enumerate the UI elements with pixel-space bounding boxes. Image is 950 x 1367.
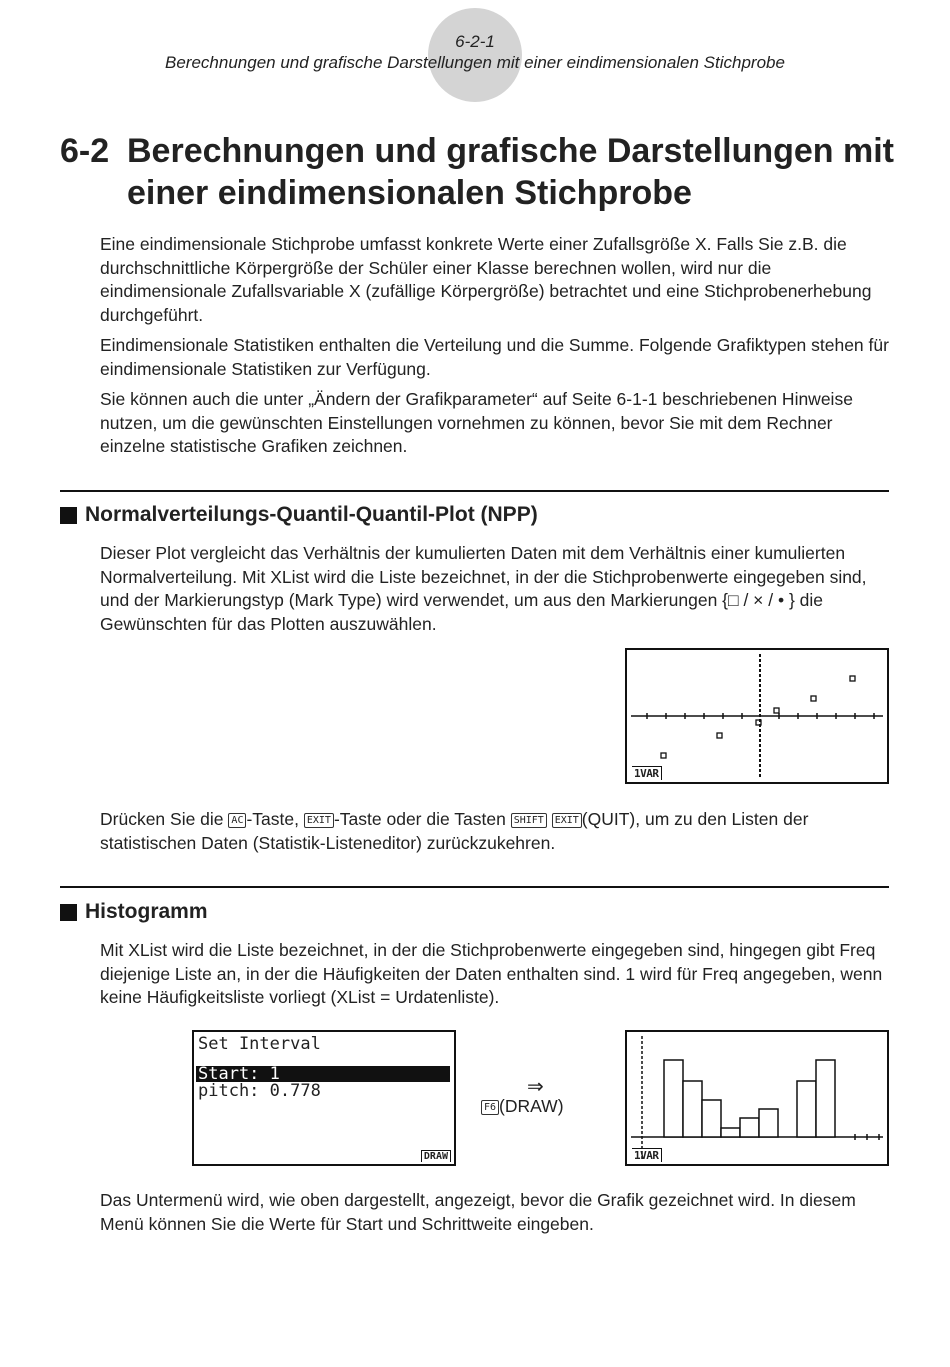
text-fragment: -Taste,: [246, 809, 299, 829]
start-field[interactable]: Start: 1: [196, 1066, 450, 1082]
npp-1var-label: 1VAR: [632, 766, 662, 780]
running-title: Berechnungen und grafische Darstellungen mit einer eindimensionalen Stichprobe: [165, 53, 785, 72]
histogram-bar: [740, 1118, 759, 1137]
histogram-footer-text: Das Untermenü wird, wie oben dargestellt, angezeigt, bevor die Grafik gezeichnet wird. In diesem Menü können Sie die Werte für Start und Schrittweite eingeben.: [100, 1190, 856, 1234]
npp-heading-text: Normalverteilungs-Quantil-Quantil-Plot (NPP): [85, 503, 538, 526]
intro-paragraph-2: Eindimensionale Statistiken enthalten die Verteilung und die Summe. Folgende Grafiktypen stehen für eindimensionale Statistiken zur Verfügung.: [100, 335, 889, 379]
histogram-screen: [625, 1030, 889, 1166]
histogram-bars: [664, 1060, 835, 1137]
f6-draw-instruction: [481, 1096, 564, 1117]
section-bullet-icon: [60, 904, 77, 921]
npp-plot-screen: [625, 648, 889, 784]
npp-description: Dieser Plot vergleicht das Verhältnis der kumulierten Daten mit dem Verhältnis einer kumulierten Normalverteilung. Mit XList wird die Liste bezeichnet, in der die Stichprobenwerte eingegeben sind, und der Markierungstyp (Mark Type) wird verwendet, um aus den Markierungen {□ / × / • } die Gewünschten für das Plotten auszuwählen.: [100, 543, 867, 634]
page-number: 6-2-1: [455, 32, 495, 51]
plot-point: [717, 733, 722, 738]
exit-key-icon: EXIT: [304, 813, 334, 828]
plot-point: [661, 753, 666, 758]
histogram-bar: [721, 1128, 740, 1137]
npp-return-text: [100, 808, 890, 855]
pitch-field[interactable]: pitch: 0.778: [198, 1081, 321, 1101]
histogram-bar: [683, 1081, 702, 1137]
histogram-bar: [816, 1060, 835, 1137]
text-fragment: Drücken Sie die: [100, 809, 224, 829]
ac-key-icon: AC: [228, 813, 246, 828]
intro-paragraph-3: Sie können auch die unter „Ändern der Grafikparameter“ auf Seite 6-1-1 beschriebenen Hinweise nutzen, um die gewünschten Einstellungen vornehmen zu können, bevor Sie mit dem Rechner einzelne statistische Grafiken zeichnen.: [100, 389, 853, 456]
draw-label: (DRAW): [499, 1096, 564, 1116]
shift-key-icon: SHIFT: [511, 813, 547, 828]
draw-menu-key[interactable]: DRAW: [421, 1150, 451, 1162]
histogram-1var-label: 1VAR: [632, 1148, 662, 1162]
plot-point: [811, 696, 816, 701]
npp-heading: [60, 503, 538, 527]
section-divider: [60, 886, 889, 888]
menu-title: Set Interval: [198, 1034, 321, 1054]
histogram-plot: [627, 1032, 887, 1164]
histogram-bar: [702, 1100, 721, 1137]
exit-key-icon: EXIT: [552, 813, 582, 828]
histogram-description: Mit XList wird die Liste bezeichnet, in der die Stichprobenwerte eingegeben sind, hingegen gibt Freq diejenige Liste an, in der die Häufigkeiten der Daten enthalten sind. 1 wird für Freq angegeben, wenn keine Häufigkeitsliste vorliegt (XList = Urdatenliste).: [100, 940, 883, 1007]
histogram-bar: [759, 1109, 778, 1137]
npp-plot: [627, 650, 887, 782]
plot-point: [850, 676, 855, 681]
histogram-bar: [664, 1060, 683, 1137]
f6-key-icon: F6: [481, 1100, 499, 1115]
intro-paragraph-1: Eine eindimensionale Stichprobe umfasst konkrete Werte einer Zufallsgröße X. Falls Sie z.B. die durchschnittliche Körpergröße der Schüler einer Klasse berechnen wollen, wird nur die eindimensionale Zufallsvariable X (zufällige Körpergröße) betrachtet und eine Stichprobenerhebung durchgeführt.: [100, 234, 872, 325]
histogram-bar: [797, 1081, 816, 1137]
plot-point: [774, 708, 779, 713]
histogram-heading-text: Histogramm: [85, 900, 208, 923]
histogram-heading: [60, 900, 208, 924]
text-fragment: -Taste oder die Tasten: [333, 809, 506, 829]
set-interval-screen: [192, 1030, 456, 1166]
arrow-icon: ⇒: [527, 1076, 544, 1098]
section-divider: [60, 490, 889, 492]
chapter-number: 6-2: [60, 132, 110, 170]
section-bullet-icon: [60, 507, 77, 524]
text-fragment: (QUIT), um zu den Listen der statistischen Daten (Statistik-Listeneditor) zurückzukehren.: [100, 809, 809, 853]
chapter-title: Berechnungen und grafische Darstellungen mit einer eindimensionalen Stichprobe: [127, 132, 895, 212]
